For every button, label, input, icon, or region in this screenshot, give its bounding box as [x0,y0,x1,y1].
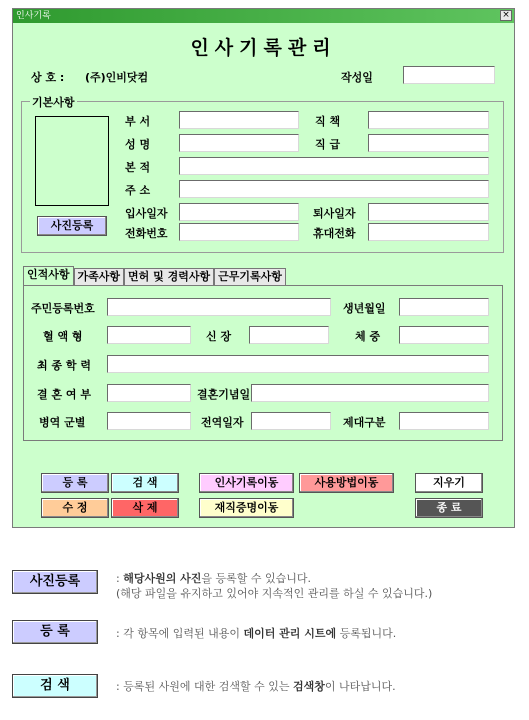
clear-button[interactable]: 지우기 [415,473,483,493]
doc-register-desc-b: 데이터 관리 시트에 [243,627,337,640]
exit-button[interactable]: 종 료 [415,498,483,518]
name-label: 성 명 [125,138,151,151]
dept-label: 부 서 [125,115,151,128]
doc-register-desc-a: : 각 항목에 입력된 내용이 [116,627,244,640]
title-bar [13,9,514,23]
tab-strip [23,266,286,285]
address-field[interactable] [179,180,489,198]
basic-info-title: 기본사항 [32,96,75,109]
doc-search-desc [116,679,396,694]
position-label: 직 책 [315,115,341,128]
leave-date-label: 퇴사일자 [313,207,356,220]
date-label: 작성일 [341,71,373,84]
discharge-type-field[interactable] [399,412,489,430]
goto-usage-button[interactable]: 사용방법이동 [299,473,394,493]
doc-register-desc [116,626,396,641]
wedding-date-field[interactable] [251,384,489,402]
birth-field[interactable] [399,298,489,316]
doc-search-button: 검 색 [12,674,98,698]
doc-photo-desc-c: 을 등록할 수 있습니다. [201,572,312,585]
birth-label: 생년월일 [343,302,386,315]
leave-date-field[interactable] [368,203,489,221]
tab-family[interactable]: 가족사항 [74,268,125,285]
photo-box [35,116,109,206]
military-field[interactable] [107,412,191,430]
doc-register-button: 등 록 [12,620,98,644]
married-field[interactable] [107,384,191,402]
resident-no-label: 주민등록번호 [31,302,95,315]
discharge-date-field[interactable] [251,412,331,430]
tab-personal[interactable]: 인적사항 [23,266,74,285]
address-label: 주 소 [125,184,151,197]
app-title: 인사기록관리 [190,37,337,59]
doc-search-desc-c: 이 나타납니다. [324,680,396,693]
grade-field[interactable] [368,134,489,152]
height-label: 신 장 [206,330,232,343]
doc-search-desc-b: 검색창 [292,680,325,693]
join-date-field[interactable] [179,203,299,221]
doc-register-desc-c: 등록됩니다. [336,627,397,640]
weight-label: 체 중 [355,330,381,343]
height-field[interactable] [249,326,329,344]
tab-license-career[interactable]: 면허 및 경력사항 [124,268,214,285]
company-label: 상 호 : [31,71,65,84]
register-button[interactable]: 등 록 [41,473,109,493]
resident-no-field[interactable] [107,298,331,316]
education-field[interactable] [107,355,489,373]
form-window [12,8,515,528]
doc-photo-desc-line2: (해당 파일을 유지하고 있어야 지속적인 관리를 하실 수 있습니다.) [116,587,433,600]
domicile-field[interactable] [179,157,489,175]
discharge-type-label: 제대구분 [343,416,386,429]
blood-label: 혈 액 형 [43,330,83,343]
mobile-label: 휴대전화 [313,227,356,240]
delete-button[interactable]: 삭 제 [111,498,179,518]
search-button[interactable]: 검 색 [111,473,179,493]
goto-hr-button[interactable]: 인사기록이동 [199,473,294,493]
company-name: (주)인비닷컴 [85,71,149,84]
wedding-date-label: 결혼기념일 [197,388,251,401]
dept-field[interactable] [179,111,299,129]
blood-field[interactable] [107,326,191,344]
married-label: 결 혼 여 부 [37,388,91,401]
doc-photo-desc-a: : [116,572,124,585]
doc-photo-button: 사진등록 [12,570,98,594]
doc-photo-desc-line1 [116,571,311,586]
name-field[interactable] [179,134,299,152]
date-field[interactable] [403,66,495,84]
close-icon[interactable]: × [500,10,512,21]
photo-register-button[interactable]: 사진등록 [37,216,107,236]
phone-field[interactable] [179,223,299,241]
goto-cert-button[interactable]: 재직증명이동 [199,498,294,518]
domicile-label: 본 적 [125,161,151,174]
doc-photo-desc-b: 해당사원의 사진 [123,572,202,585]
discharge-date-label: 전역일자 [201,416,244,429]
join-date-label: 입사일자 [125,207,168,220]
education-label: 최 종 학 력 [37,359,91,372]
window-title: 인사기록 [16,11,51,21]
grade-label: 직 급 [315,138,341,151]
position-field[interactable] [368,111,489,129]
military-label: 병역 군별 [39,416,86,429]
doc-search-desc-a: : 등록된 사원에 대한 검색할 수 있는 [116,680,293,693]
mobile-field[interactable] [368,223,489,241]
tab-work-record[interactable]: 근무기록사항 [214,268,286,285]
edit-button[interactable]: 수 정 [41,498,109,518]
weight-field[interactable] [399,326,489,344]
phone-label: 전화번호 [125,227,168,240]
